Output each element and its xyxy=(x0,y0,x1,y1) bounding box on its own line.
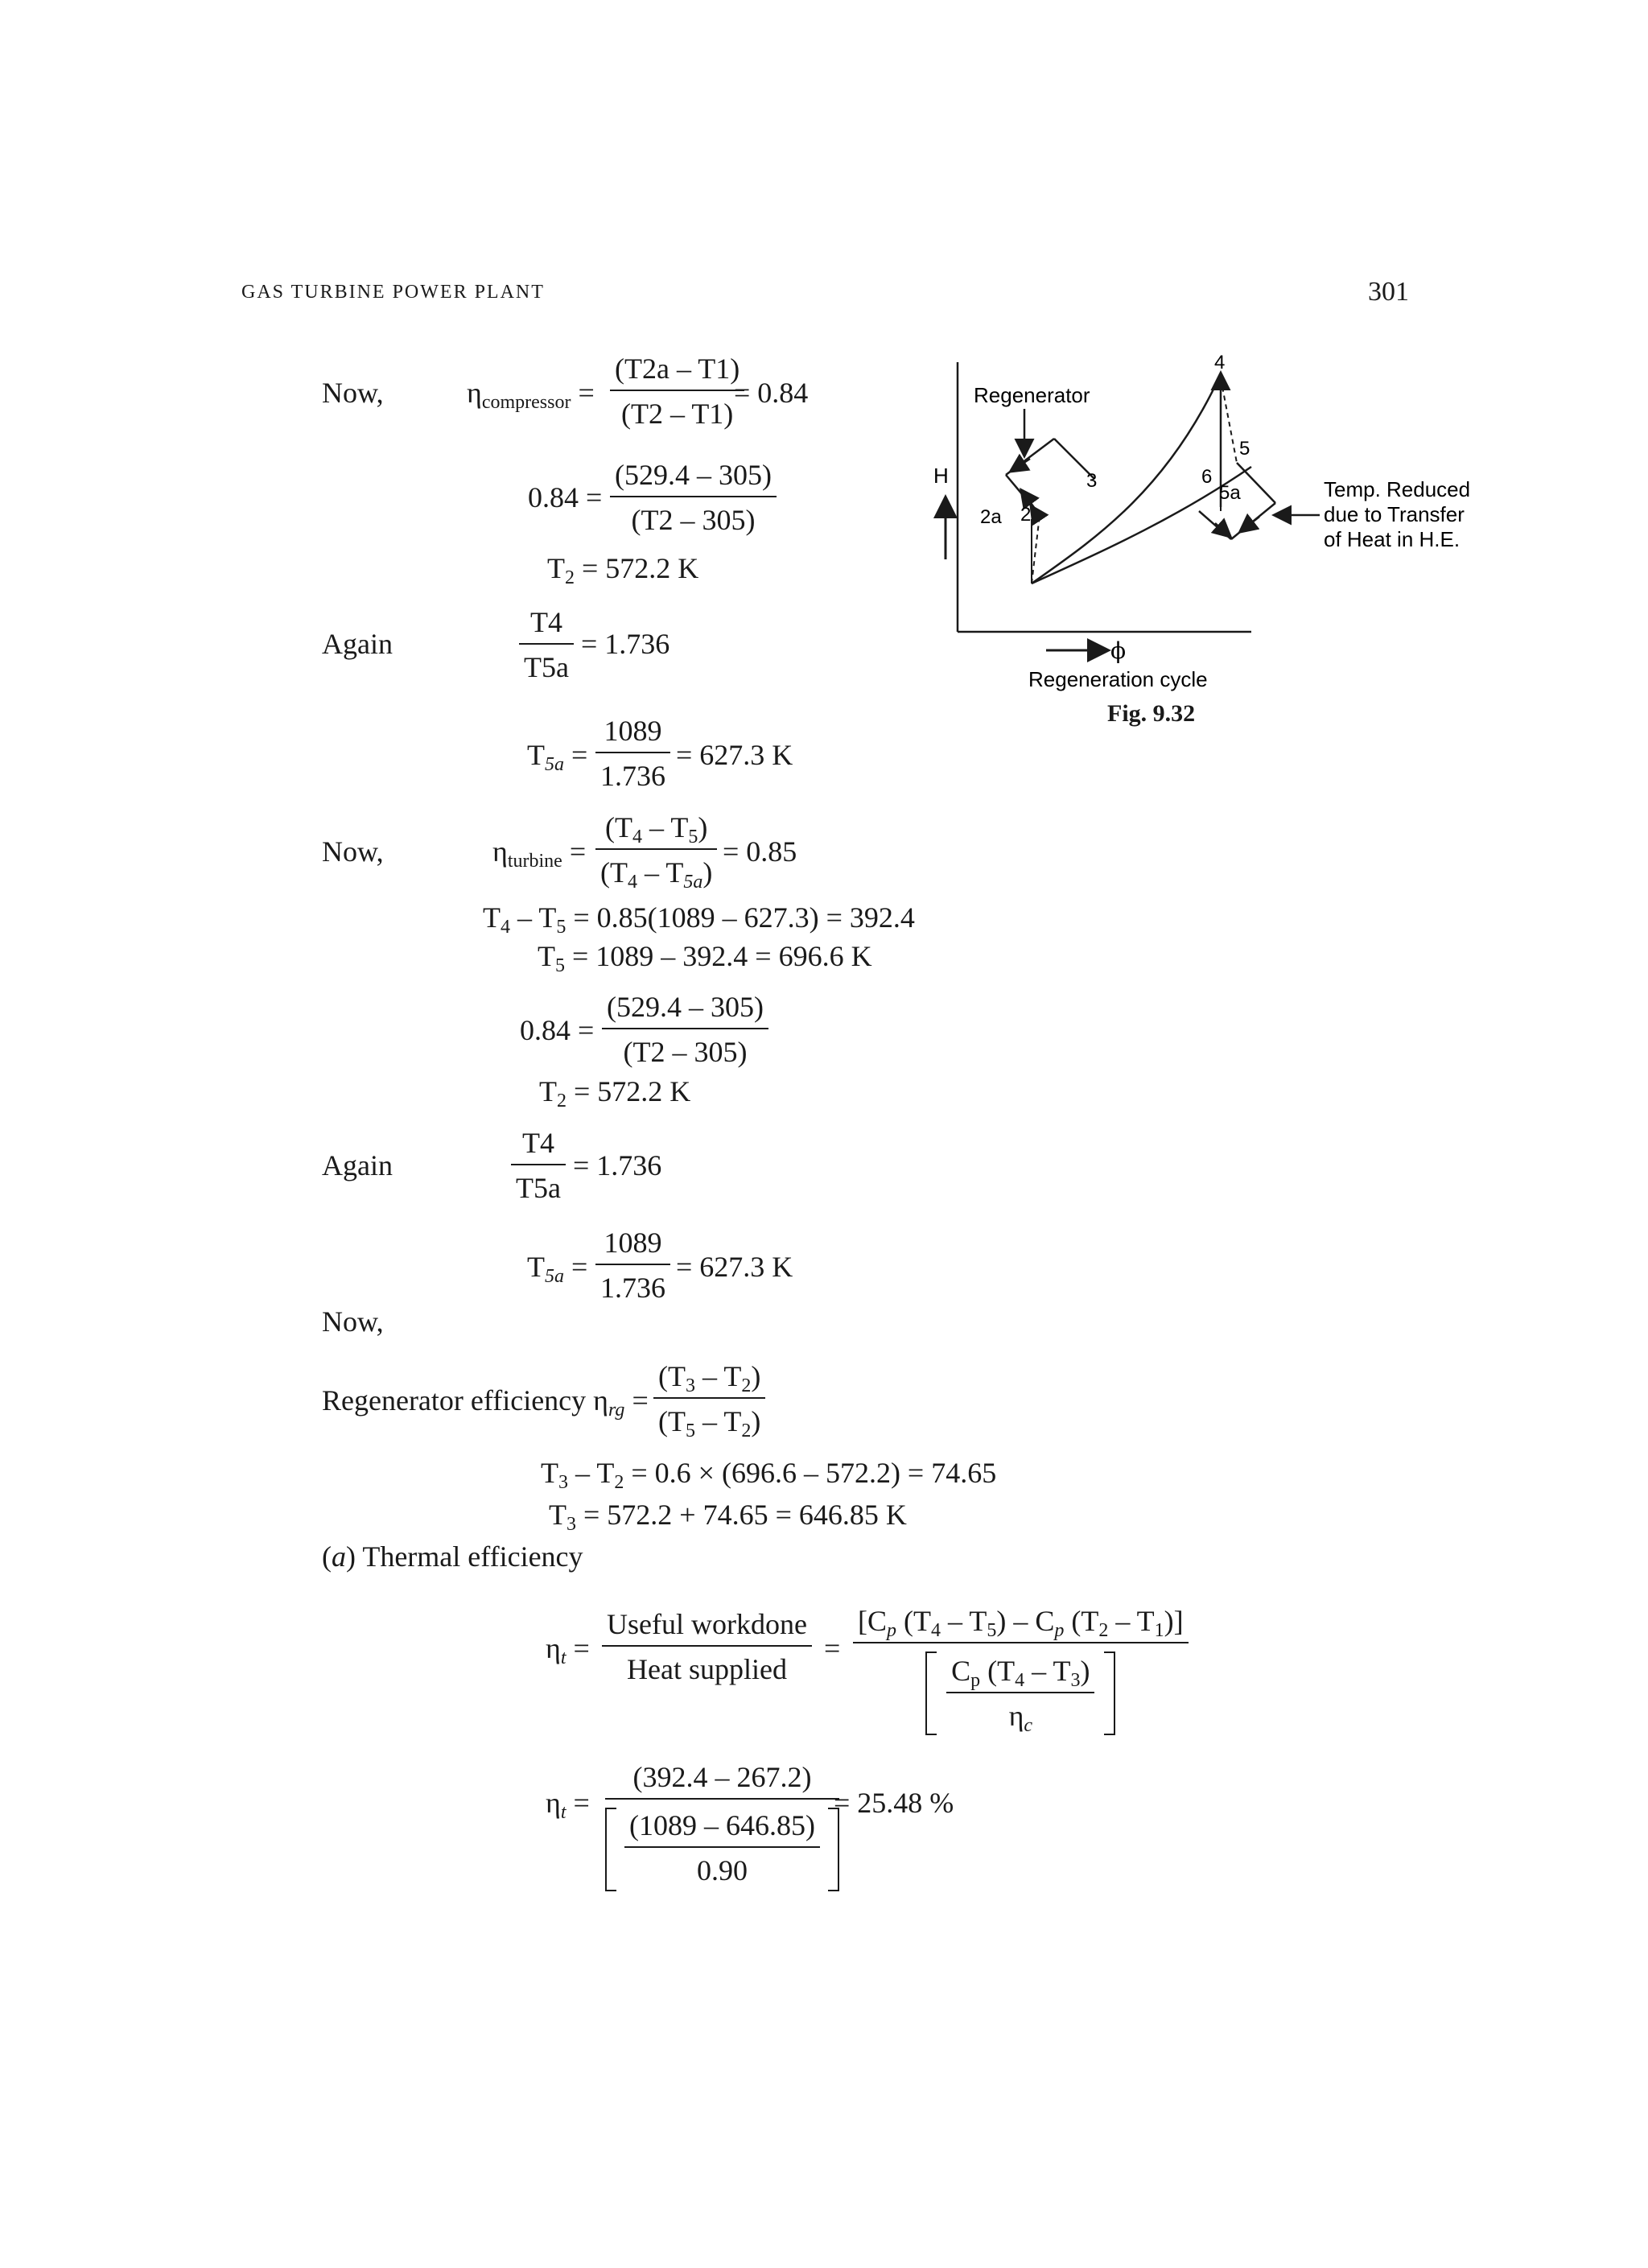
fraction-numerator: (T2a – T1) xyxy=(615,353,740,385)
fraction-denominator: $(T_5 - T_2)$ xyxy=(658,1405,761,1441)
eq2b-lhs: 0.84 = xyxy=(520,1014,595,1046)
label-point-5a: 5a xyxy=(1219,482,1241,504)
fraction-numerator: 1089 xyxy=(604,1227,662,1259)
label-now-1: Now, xyxy=(322,377,384,409)
eq7: $T_4 - T_5 = 0.85(1089 - 627.3) = 392.4$ xyxy=(483,901,915,938)
fraction-numerator: [$C_p$ $(T_4 - T_5) - C_p$ $(T_2 - T_1)$] xyxy=(858,1605,1184,1641)
compression-ideal-line xyxy=(1032,515,1040,583)
figure-caption: Fig. 9.32 xyxy=(1107,700,1196,727)
eta-compressor-fraction xyxy=(610,354,744,428)
fraction-denominator xyxy=(925,1652,1115,1735)
eta-compressor-value: = 0.84 xyxy=(734,377,809,409)
label-now-3: Now, xyxy=(322,1305,384,1338)
eq5-lhs: $T_{5a}$ = xyxy=(527,739,588,775)
running-header: GAS TURBINE POWER PLANT xyxy=(241,282,545,303)
eq5b-fraction xyxy=(595,1228,670,1302)
label-again-2: Again xyxy=(322,1149,393,1181)
eq3: $T_2 = 572.2$ K xyxy=(547,552,699,588)
eq3-value: = 572.2 K xyxy=(582,552,699,584)
eta-symbol: η xyxy=(467,377,482,409)
fraction-numerator: (529.4 – 305) xyxy=(615,459,772,491)
fraction-numerator: (529.4 – 305) xyxy=(607,991,764,1023)
eta-turbine-value: = 0.85 xyxy=(723,835,797,868)
eq8: $T_5 = 1089 - 392.4 = 696.6$ K xyxy=(538,940,872,976)
regen-eff-text: Regenerator efficiency η xyxy=(322,1384,608,1416)
inner-fraction xyxy=(624,1811,820,1885)
eq7-value: = 0.85(1089 – 627.3) = 392.4 xyxy=(573,901,915,934)
eq8-value: = 1089 – 392.4 = 696.6 K xyxy=(572,940,872,972)
fraction-denominator: T5a xyxy=(516,1172,561,1204)
eq4b-value: = 1.736 xyxy=(573,1149,662,1181)
eq5-value: = 627.3 K xyxy=(676,739,793,771)
expansion-dashed-line xyxy=(1221,378,1237,463)
eta-t-word-fraction xyxy=(602,1610,812,1684)
fraction-denominator xyxy=(605,1808,839,1888)
eq-sign: = xyxy=(824,1632,841,1664)
final-fraction xyxy=(605,1763,839,1888)
eta-turbine-lhs: $\eta_{turbine}$ = xyxy=(492,835,587,872)
regen-arrow-2 xyxy=(1011,459,1030,471)
fraction-denominator: $(T_4 - T_{5a})$ xyxy=(600,856,713,893)
eq2b-fraction xyxy=(602,992,768,1066)
eta-t-symbolic-fraction xyxy=(853,1606,1189,1735)
eta-turbine-fraction xyxy=(595,811,717,893)
eq10: $T_3 = 572.2 + 74.65 = 646.85$ K xyxy=(549,1499,907,1535)
label-point-6: 6 xyxy=(1201,466,1213,488)
fraction-numerator: Useful workdone xyxy=(607,1608,807,1640)
final-value: = 25.48 % xyxy=(834,1787,954,1819)
h-phi-diagram xyxy=(909,346,1471,724)
fraction-numerator: $(T_4 - T_5)$ xyxy=(605,811,708,847)
eta-turbine-sub: turbine xyxy=(507,851,562,872)
eq3b: $T_2 = 572.2$ K xyxy=(539,1075,691,1111)
label-point-2a: 2a xyxy=(980,506,1002,528)
label-again-1: Again xyxy=(322,628,393,660)
label-point-3: 3 xyxy=(1086,470,1098,492)
hx-arrow-1 xyxy=(1215,523,1230,536)
note-line-2: due to Transfer xyxy=(1324,502,1465,526)
fraction-numerator: T4 xyxy=(529,606,562,638)
fraction-numerator: (392.4 – 267.2) xyxy=(632,1761,812,1793)
fraction-denominator: (T2 – 305) xyxy=(623,1036,748,1068)
regen-eff-sub: rg xyxy=(608,1400,625,1421)
inner-denominator: 0.90 xyxy=(696,1854,748,1887)
eq9-value: = 0.6 × (696.6 – 572.2) = 74.65 xyxy=(631,1457,997,1489)
fraction-numerator: T4 xyxy=(521,1127,554,1159)
part-a-heading: (a) Thermal efficiency xyxy=(322,1540,583,1573)
fraction-numerator: $(T_3 - T_2)$ xyxy=(658,1360,761,1396)
regen-eff-fraction xyxy=(653,1360,765,1441)
eq5-fraction xyxy=(595,716,670,790)
eq5b-lhs: $T_{5a}$ = xyxy=(527,1251,588,1287)
label-point-2: 2 xyxy=(1020,504,1032,526)
label-point-4: 4 xyxy=(1214,352,1226,373)
label-now-2: Now, xyxy=(322,835,384,868)
x-axis-label: ϕ xyxy=(1110,637,1127,664)
fraction-denominator: (T2 – T1) xyxy=(620,398,734,430)
eq2-lhs: 0.84 = xyxy=(528,481,603,513)
hx-arrow-2 xyxy=(1241,517,1259,531)
eq3b-value: = 572.2 K xyxy=(574,1075,691,1107)
note-line-3: of Heat in H.E. xyxy=(1324,527,1461,551)
fraction-denominator: (T2 – 305) xyxy=(631,504,756,536)
eq2-fraction xyxy=(610,460,777,534)
fraction-denominator: 1.736 xyxy=(600,760,665,792)
label-point-5: 5 xyxy=(1239,438,1250,460)
eq4-value: = 1.736 xyxy=(581,628,670,660)
hx-side-3 xyxy=(1199,511,1231,539)
note-line-1: Temp. Reduced xyxy=(1324,477,1471,501)
page-number: 301 xyxy=(1368,277,1409,307)
eq9: $T_3 - T_2 = 0.6 \times (696.6 - 572.2) = 74.65$ xyxy=(541,1457,997,1493)
figure-subtitle: Regeneration cycle xyxy=(1028,667,1208,691)
inner-fraction: $C_p$ $(T_4 - T_3)$ $\eta_c$ xyxy=(946,1656,1094,1730)
fraction-denominator: T5a xyxy=(524,651,569,683)
eq4-fraction xyxy=(519,608,574,682)
eq10-value: = 572.2 + 74.65 = 646.85 K xyxy=(583,1499,907,1531)
fraction-denominator: 1.736 xyxy=(600,1272,665,1304)
hx-side-1 xyxy=(1237,463,1275,503)
eq5b-value: = 627.3 K xyxy=(676,1251,793,1283)
fraction-numerator: 1089 xyxy=(604,715,662,747)
eta-symbol: η xyxy=(492,835,508,868)
eta-t-lhs-2: $\eta_t$ = xyxy=(546,1787,590,1823)
fraction-denominator: Heat supplied xyxy=(627,1653,787,1685)
eq4b-fraction xyxy=(511,1128,566,1202)
regeneration-cycle-figure xyxy=(909,346,1471,727)
eta-compressor-sub: compressor xyxy=(481,392,571,413)
eta-t-lhs-1: $\eta_t$ = xyxy=(546,1632,590,1668)
eta-compressor-lhs: $\eta_{compressor}$ = xyxy=(467,377,595,413)
y-axis-label: H xyxy=(933,464,949,488)
inner-numerator: (1089 – 646.85) xyxy=(629,1809,815,1841)
regenerator-label: Regenerator xyxy=(974,383,1090,407)
regen-eff-lhs: Regenerator efficiency $\eta_{rg}$ = xyxy=(322,1384,649,1421)
